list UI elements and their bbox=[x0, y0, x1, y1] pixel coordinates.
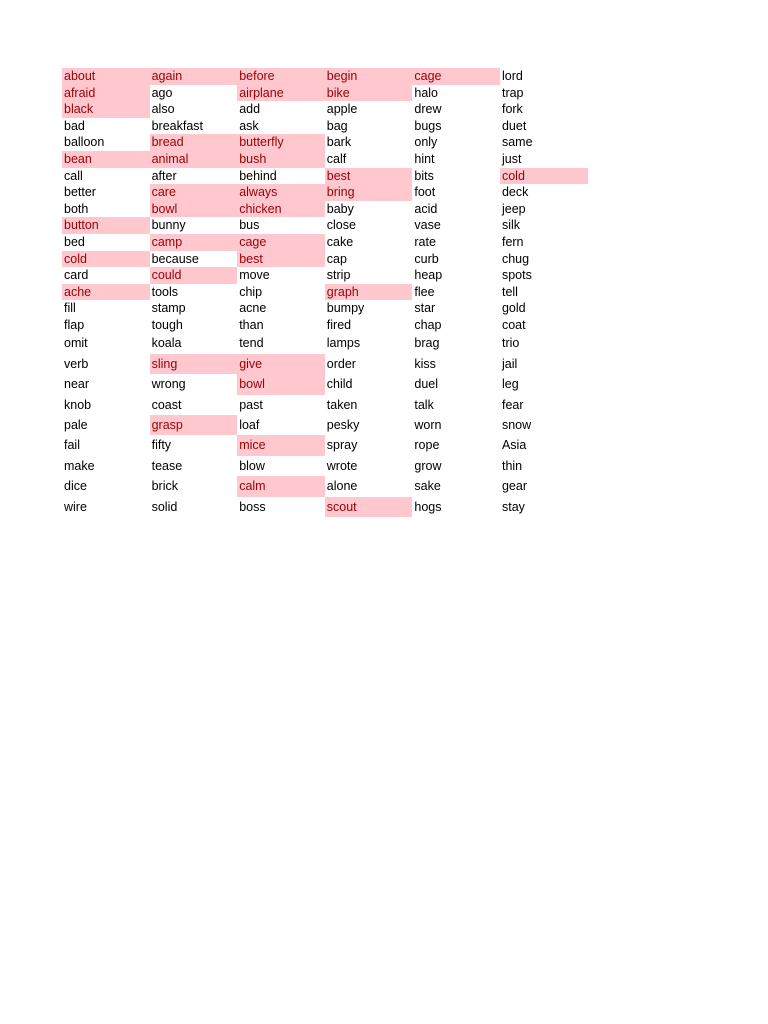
highlighted-word-cell[interactable]: care bbox=[150, 184, 238, 201]
word-cell[interactable]: verb bbox=[64, 356, 89, 371]
word-cell[interactable]: brag bbox=[414, 336, 440, 351]
highlighted-word-cell[interactable]: afraid bbox=[62, 85, 150, 102]
word-cell[interactable]: jail bbox=[501, 356, 518, 371]
word-grid bbox=[62, 68, 590, 517]
word-cell[interactable]: bed bbox=[64, 234, 85, 249]
word-cell[interactable]: bugs bbox=[414, 118, 442, 133]
grid-row bbox=[62, 267, 590, 284]
grid-row bbox=[62, 151, 590, 168]
word-cell[interactable]: foot bbox=[414, 185, 436, 200]
highlighted-word-cell[interactable]: bread bbox=[150, 134, 238, 151]
word-cell[interactable]: drew bbox=[414, 102, 442, 117]
word-cell[interactable]: order bbox=[326, 356, 356, 371]
word-cell[interactable]: tough bbox=[151, 317, 183, 332]
highlighted-word-cell[interactable]: bike bbox=[325, 85, 413, 102]
highlighted-word-cell[interactable]: grasp bbox=[150, 415, 238, 435]
word-cell[interactable]: coast bbox=[151, 397, 182, 412]
word-cell[interactable]: tease bbox=[151, 458, 183, 473]
word-cell[interactable]: sake bbox=[414, 479, 441, 494]
word-cell[interactable]: ago bbox=[151, 85, 173, 100]
word-cell[interactable]: also bbox=[151, 102, 175, 117]
highlighted-word-cell[interactable]: bowl bbox=[237, 374, 325, 394]
word-cell[interactable]: halo bbox=[414, 85, 439, 100]
word-cell[interactable]: chug bbox=[501, 251, 530, 266]
word-cell[interactable]: grow bbox=[414, 458, 442, 473]
word-cell[interactable]: fear bbox=[501, 397, 524, 412]
word-cell[interactable]: vase bbox=[414, 218, 441, 233]
word-cell[interactable]: ask bbox=[239, 118, 259, 133]
word-cell[interactable]: kiss bbox=[414, 356, 436, 371]
word-cell[interactable]: just bbox=[501, 152, 522, 167]
grid-row bbox=[62, 456, 590, 476]
word-cell[interactable]: calf bbox=[326, 152, 347, 167]
highlighted-word-cell[interactable]: black bbox=[62, 101, 150, 118]
word-cell[interactable]: bumpy bbox=[326, 301, 365, 316]
word-cell[interactable]: duet bbox=[501, 118, 527, 133]
word-cell[interactable]: near bbox=[64, 377, 90, 392]
grid-row bbox=[62, 217, 590, 234]
word-cell[interactable]: better bbox=[64, 185, 96, 200]
highlighted-word-cell[interactable]: mice bbox=[237, 435, 325, 455]
grid-row bbox=[62, 497, 590, 517]
word-cell[interactable]: boss bbox=[239, 499, 266, 514]
highlighted-word-cell[interactable]: bean bbox=[62, 151, 150, 168]
grid-row bbox=[62, 134, 590, 151]
word-cell[interactable]: tools bbox=[151, 284, 178, 299]
word-cell[interactable]: spray bbox=[326, 438, 358, 453]
word-cell[interactable]: jeep bbox=[501, 201, 526, 216]
word-cell[interactable]: blow bbox=[239, 458, 265, 473]
word-cell[interactable]: duel bbox=[414, 377, 439, 392]
grid-row bbox=[62, 300, 590, 317]
word-cell[interactable]: bag bbox=[326, 118, 348, 133]
highlighted-word-cell[interactable]: always bbox=[237, 184, 325, 201]
grid-row bbox=[62, 234, 590, 251]
highlighted-word-cell[interactable]: bowl bbox=[150, 201, 238, 218]
word-cell[interactable]: child bbox=[326, 377, 353, 392]
word-cell[interactable]: wrote bbox=[326, 458, 358, 473]
word-cell[interactable]: than bbox=[239, 317, 264, 332]
grid-row bbox=[62, 317, 590, 334]
word-cell[interactable]: baby bbox=[326, 201, 354, 216]
word-cell[interactable]: flap bbox=[64, 317, 85, 332]
word-cell[interactable]: bark bbox=[326, 135, 352, 150]
word-cell[interactable]: trio bbox=[501, 336, 520, 351]
highlighted-word-cell[interactable]: before bbox=[237, 68, 325, 85]
grid-row bbox=[62, 435, 590, 455]
word-cell[interactable]: taken bbox=[326, 397, 358, 412]
word-cell[interactable]: past bbox=[239, 397, 263, 412]
word-cell[interactable]: alone bbox=[326, 479, 358, 494]
word-cell[interactable]: curb bbox=[414, 251, 439, 266]
word-cell[interactable]: stamp bbox=[151, 301, 186, 316]
word-cell[interactable]: apple bbox=[326, 102, 358, 117]
highlighted-word-cell[interactable]: sling bbox=[150, 354, 238, 374]
grid-row bbox=[62, 251, 590, 268]
word-cell[interactable]: only bbox=[414, 135, 438, 150]
word-cell[interactable]: fifty bbox=[151, 438, 172, 453]
highlighted-word-cell[interactable]: calm bbox=[237, 476, 325, 496]
word-cell[interactable]: flee bbox=[414, 284, 435, 299]
word-cell[interactable]: hogs bbox=[414, 499, 442, 514]
highlighted-word-cell[interactable]: bush bbox=[237, 151, 325, 168]
word-cell[interactable]: rope bbox=[414, 438, 440, 453]
word-cell[interactable]: brick bbox=[151, 479, 178, 494]
word-cell[interactable]: fired bbox=[326, 317, 352, 332]
highlighted-word-cell[interactable]: cage bbox=[237, 234, 325, 251]
word-cell[interactable]: cake bbox=[326, 234, 354, 249]
grid-row bbox=[62, 415, 590, 435]
grid-row bbox=[62, 168, 590, 185]
grid-row bbox=[62, 118, 590, 135]
word-cell[interactable]: lamps bbox=[326, 336, 361, 351]
highlighted-word-cell[interactable]: could bbox=[150, 267, 238, 284]
word-cell[interactable]: move bbox=[239, 268, 270, 283]
highlighted-word-cell[interactable]: about bbox=[62, 68, 150, 85]
word-cell[interactable]: lord bbox=[501, 69, 523, 84]
grid-row bbox=[62, 395, 590, 415]
word-cell[interactable]: gear bbox=[501, 479, 527, 494]
word-cell[interactable]: solid bbox=[151, 499, 178, 514]
grid-row bbox=[62, 354, 590, 374]
highlighted-word-cell[interactable]: best bbox=[237, 251, 325, 268]
grid-row bbox=[62, 101, 590, 118]
word-cell[interactable]: Asia bbox=[501, 438, 527, 453]
word-cell[interactable]: acne bbox=[239, 301, 267, 316]
word-cell[interactable]: fail bbox=[64, 438, 80, 453]
grid-row bbox=[62, 184, 590, 201]
word-cell[interactable]: wrong bbox=[151, 377, 186, 392]
highlighted-word-cell[interactable]: graph bbox=[325, 284, 413, 301]
word-cell[interactable]: dice bbox=[64, 479, 87, 494]
grid-row bbox=[62, 85, 590, 102]
word-cell[interactable]: leg bbox=[501, 377, 519, 392]
word-cell[interactable]: card bbox=[64, 268, 89, 283]
highlighted-word-cell[interactable]: camp bbox=[150, 234, 238, 251]
word-cell[interactable]: talk bbox=[414, 397, 434, 412]
word-cell[interactable]: fill bbox=[64, 301, 76, 316]
word-cell[interactable]: gold bbox=[501, 301, 526, 316]
word-cell[interactable]: cap bbox=[326, 251, 347, 266]
word-cell[interactable]: because bbox=[151, 251, 199, 266]
word-cell[interactable]: add bbox=[239, 102, 261, 117]
grid-row bbox=[62, 334, 590, 354]
highlighted-word-cell[interactable]: best bbox=[325, 168, 413, 185]
word-cell[interactable]: behind bbox=[239, 168, 277, 183]
highlighted-word-cell[interactable]: button bbox=[62, 217, 150, 234]
word-cell[interactable]: balloon bbox=[64, 135, 105, 150]
highlighted-word-cell[interactable]: begin bbox=[325, 68, 413, 85]
highlighted-word-cell[interactable]: cage bbox=[412, 68, 500, 85]
word-cell[interactable]: bus bbox=[239, 218, 260, 233]
word-cell[interactable]: both bbox=[64, 201, 89, 216]
highlighted-word-cell[interactable]: cold bbox=[62, 251, 150, 268]
word-cell[interactable]: fern bbox=[501, 234, 524, 249]
highlighted-word-cell[interactable]: scout bbox=[325, 497, 413, 517]
word-cell[interactable]: pale bbox=[64, 418, 88, 432]
word-cell[interactable]: spots bbox=[501, 268, 532, 283]
word-cell[interactable]: tell bbox=[501, 284, 518, 299]
word-cell[interactable]: close bbox=[326, 218, 356, 233]
word-cell[interactable]: breakfast bbox=[151, 118, 204, 133]
word-cell[interactable]: bits bbox=[414, 168, 434, 183]
word-cell[interactable]: wire bbox=[64, 499, 87, 514]
word-cell[interactable]: bad bbox=[64, 118, 85, 133]
word-cell[interactable]: same bbox=[501, 135, 533, 150]
word-cell[interactable]: heap bbox=[414, 268, 443, 283]
highlighted-word-cell[interactable]: give bbox=[237, 354, 325, 374]
highlighted-word-cell[interactable]: chicken bbox=[237, 201, 325, 218]
highlighted-word-cell[interactable]: ache bbox=[62, 284, 150, 301]
word-cell[interactable]: omit bbox=[64, 336, 88, 351]
word-cell[interactable]: snow bbox=[501, 418, 532, 432]
word-cell[interactable]: acid bbox=[414, 201, 438, 216]
word-cell[interactable]: loaf bbox=[239, 418, 260, 432]
highlighted-word-cell[interactable]: butterfly bbox=[237, 134, 325, 151]
word-cell[interactable]: pesky bbox=[326, 418, 360, 432]
highlighted-word-cell[interactable]: animal bbox=[150, 151, 238, 168]
highlighted-word-cell[interactable]: again bbox=[150, 68, 238, 85]
word-cell[interactable]: hint bbox=[414, 152, 435, 167]
word-cell[interactable]: bunny bbox=[151, 218, 186, 233]
grid-row bbox=[62, 201, 590, 218]
word-cell[interactable]: call bbox=[64, 168, 83, 183]
grid-row bbox=[62, 284, 590, 301]
word-cell[interactable]: trap bbox=[501, 85, 524, 100]
highlighted-word-cell[interactable]: bring bbox=[325, 184, 413, 201]
highlighted-word-cell[interactable]: cold bbox=[500, 168, 588, 185]
grid-row bbox=[62, 68, 590, 85]
word-cell[interactable]: rate bbox=[414, 234, 436, 249]
word-cell[interactable]: koala bbox=[151, 336, 182, 351]
word-cell[interactable]: strip bbox=[326, 268, 351, 283]
word-cell[interactable]: fork bbox=[501, 102, 523, 117]
grid-row bbox=[62, 374, 590, 394]
word-cell[interactable]: tend bbox=[239, 336, 264, 351]
word-cell[interactable]: chap bbox=[414, 317, 442, 332]
word-cell[interactable]: star bbox=[414, 301, 436, 316]
word-cell[interactable]: deck bbox=[501, 185, 529, 200]
grid-row bbox=[62, 476, 590, 496]
word-cell[interactable]: after bbox=[151, 168, 177, 183]
word-cell[interactable]: worn bbox=[414, 418, 442, 432]
word-cell[interactable]: chip bbox=[239, 284, 263, 299]
word-cell[interactable]: stay bbox=[501, 499, 525, 514]
highlighted-word-cell[interactable]: airplane bbox=[237, 85, 325, 102]
word-cell[interactable]: make bbox=[64, 458, 95, 473]
word-cell[interactable]: thin bbox=[501, 458, 523, 473]
word-cell[interactable]: knob bbox=[64, 397, 92, 412]
word-cell[interactable]: coat bbox=[501, 317, 526, 332]
word-cell[interactable]: silk bbox=[501, 218, 521, 233]
